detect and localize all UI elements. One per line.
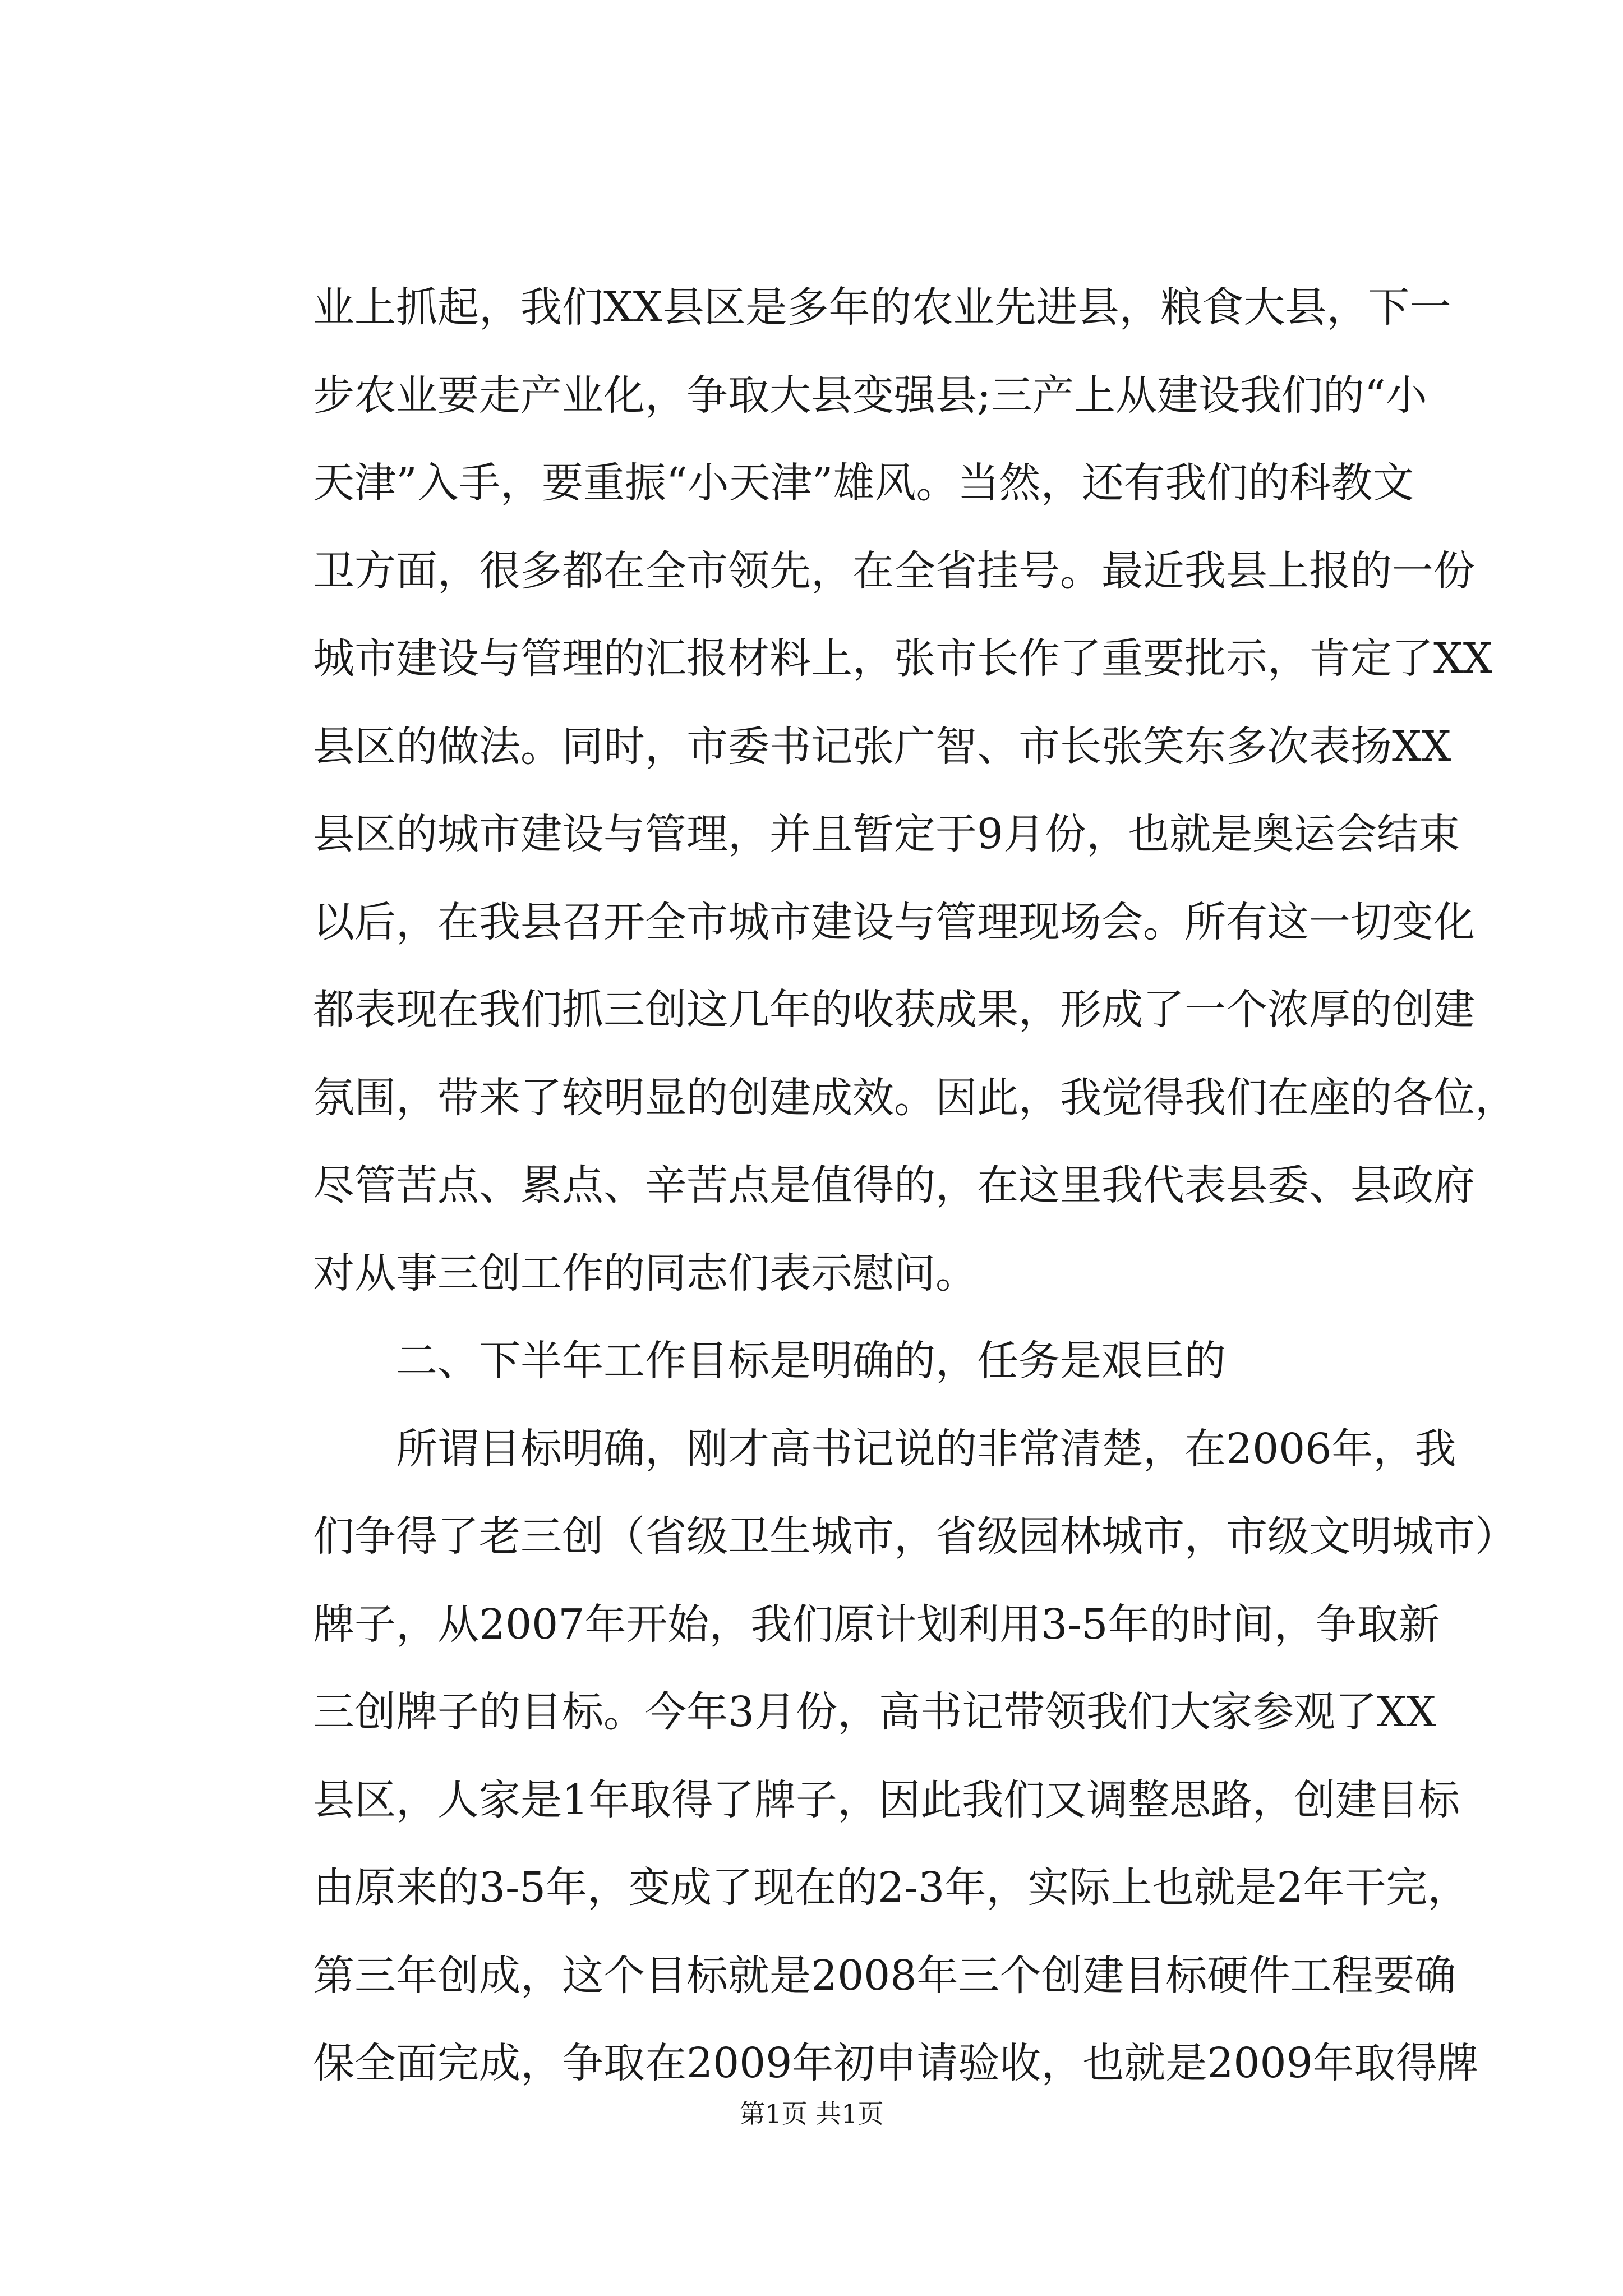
section-heading: 二、下半年工作目标是明确的，任务是艰巨的 <box>396 1337 1226 1385</box>
text-line: 第三年创成，这个目标就是2008年三个创建目标硬件工程要确 <box>313 1951 1456 2000</box>
text-line: 卫方面，很多都在全市领先，在全省挂号。最近我县上报的一份 <box>313 546 1475 595</box>
body-text <box>313 264 1516 2108</box>
text-line: 都表现在我们抓三创这几年的收获成果，形成了一个浓厚的创建 <box>313 986 1475 1034</box>
text-line: 氛围，带来了较明显的创建成效。因此，我觉得我们在座的各位， <box>313 1073 1516 1122</box>
text-line: 以后，在我县召开全市城市建设与管理现场会。所有这一切变化 <box>313 898 1475 946</box>
text-line: 所谓目标明确，刚才高书记说的非常清楚，在2006年，我 <box>396 1424 1456 1473</box>
text-line: 们争得了老三创（省级卫生城市，省级园林城市，市级文明城市） <box>313 1512 1516 1561</box>
text-line: 业上抓起，我们XX县区是多年的农业先进县，粮食大县，下一 <box>313 283 1451 332</box>
text-line: 县区的做法。同时，市委书记张广智、市长张笑东多次表扬XX <box>313 722 1451 771</box>
text-line: 城市建设与管理的汇报材料上，张市长作了重要批示，肯定了XX <box>313 634 1493 683</box>
text-line: 天津”入手，要重振“小天津”雄风。当然，还有我们的科教文 <box>313 459 1414 507</box>
text-line: 由原来的3-5年，变成了现在的2-3年，实际上也就是2年干完， <box>313 1864 1469 1912</box>
text-line: 步农业要走产业化，争取大县变强县;三产上从建设我们的“小 <box>313 371 1427 420</box>
text-line: 三创牌子的目标。今年3月份，高书记带领我们大家参观了XX <box>313 1688 1436 1736</box>
text-line: 牌子，从2007年开始，我们原计划利用3-5年的时间，争取新 <box>313 1600 1440 1649</box>
text-line: 县区的城市建设与管理，并且暂定于9月份，也就是奥运会结束 <box>313 810 1460 858</box>
text-line: 县区，人家是1年取得了牌子，因此我们又调整思路，创建目标 <box>313 1775 1460 1824</box>
text-line: 对从事三创工作的同志们表示慰问。 <box>313 1249 977 1297</box>
text-line: 保全面完成，争取在2009年初申请验收，也就是2009年取得牌 <box>313 2039 1479 2087</box>
text-line: 尽管苦点、累点、辛苦点是值得的，在这里我代表县委、县政府 <box>313 1161 1475 1209</box>
page-footer: 第1页 共1页 <box>739 2099 884 2129</box>
